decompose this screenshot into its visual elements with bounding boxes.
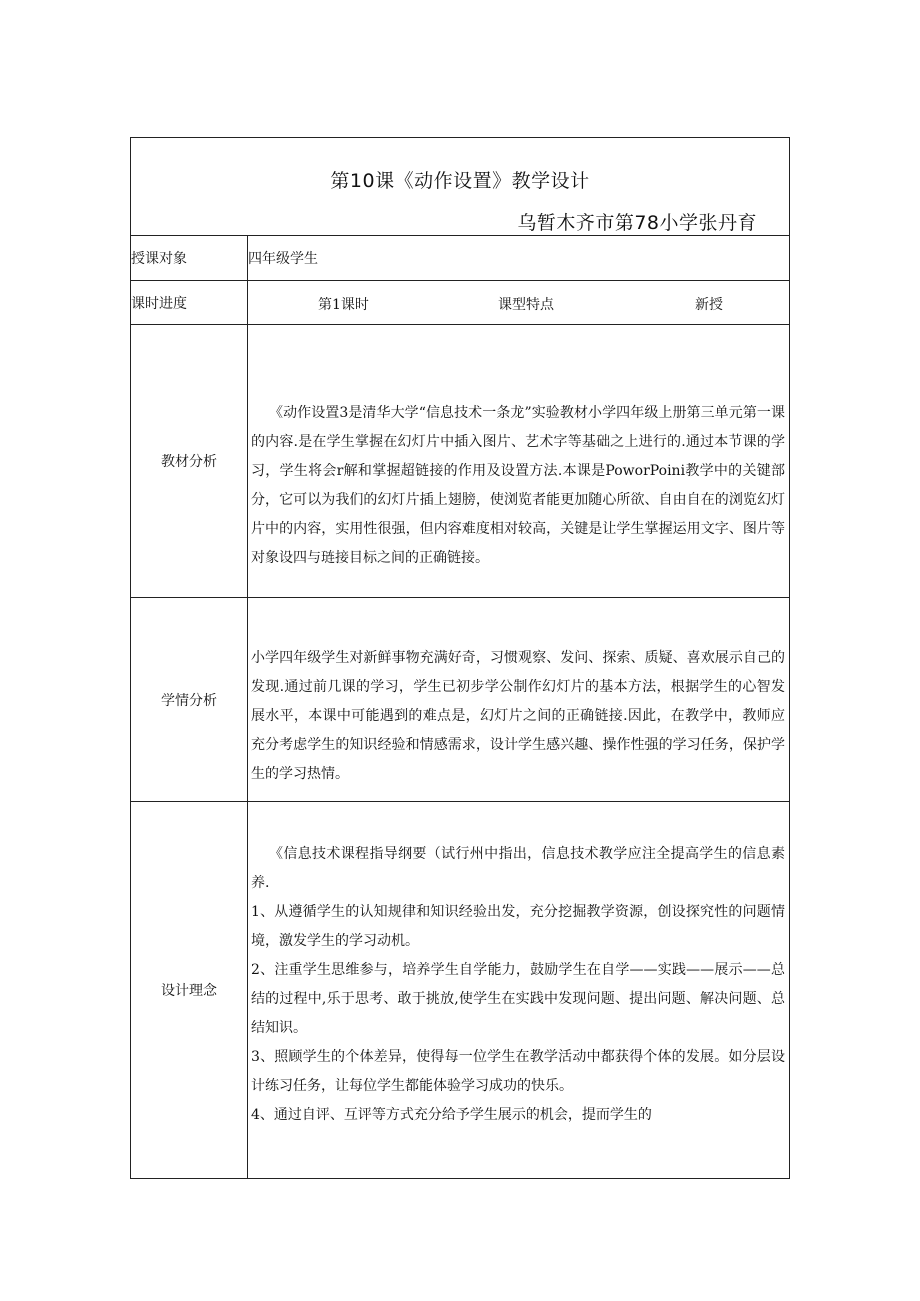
design-point: 3、照顾学生的个体差异，使得每一位学生在教学活动中都获得个体的发展。如分层设计练习任务，让每位学生都能体验学习成功的快乐。	[251, 1049, 785, 1094]
design-concept-intro: 《信息技术课程指导纲要（试行州中指出，信息技术教学应注全提高学生的信息素养.	[251, 846, 785, 891]
lesson-type-value: 新授	[695, 297, 723, 313]
document-author: 乌暂木齐市第78小学张丹育	[517, 212, 757, 234]
design-point: 1、从遵循学生的认知规律和知识经验出发，充分挖掘教学资源，创设探究性的问题情境，激发学生的学习动机。	[251, 904, 785, 949]
material-analysis-row	[131, 325, 790, 598]
document-title: 第10课《动作设置》教学设计	[330, 170, 590, 192]
design-point: 2、注重学生思维参与，培养学生自学能力，鼓励学生在自学——实践——展示——总结的过程中,乐于思考、敢于挑放,使学生在实践中发现问题、提出问题、解决问题、总结知识。	[251, 962, 785, 1036]
student-analysis-row	[131, 598, 790, 802]
material-analysis-label: 教材分析	[131, 325, 248, 598]
progress-label: 课时进度	[131, 281, 248, 325]
material-analysis-text: 《动作设置3是清华大学“信息技术一条龙”实验教材小学四年级上册第三单元第一课的内容.是在学生掌握在幻灯片中插入图片、艺术字等基础之上进行的.通过本节课的学习，学生将会r解和掌握超链接的作用及设置方法.本课是PoworPoini教学中的关键部分，它可以为我们的幻灯片插上翅膀，使浏览者能更加随心所欲、自由自在的浏览幻灯片中的内容，实用性很强，但内容难度相对较高，关键是让学生掌握运用文字、图片等对象设四与琏接目标之间的正确链接。	[251, 405, 785, 566]
audience-label: 授课对象	[131, 236, 248, 281]
design-concept-label: 设计理念	[131, 802, 248, 1179]
lesson-plan-table	[130, 137, 790, 1179]
progress-value: 第1课时	[318, 297, 369, 313]
design-concept-row	[131, 802, 790, 1179]
progress-row	[131, 281, 790, 325]
audience-value: 四年级学生	[248, 236, 790, 281]
audience-row	[131, 236, 790, 281]
lesson-type-label: 课型特点	[498, 297, 554, 313]
progress-content	[248, 281, 789, 324]
title-cell	[131, 138, 790, 236]
student-analysis-text: 小学四年级学生对新鲜事物充满好奇，习惯观察、发问、探索、质疑、喜欢展示自己的发现.通过前几课的学习，学生已初步学公制作幻灯片的基本方法，根据学生的心智发展水平，本课中可能遇到的难点是，幻灯片之间的正确链接.因此，在教学中，教师应充分考虑学生的知识经验和情感需求，设计学生感兴趣、操作性强的学习任务，保护学生的学习热情。	[251, 650, 785, 782]
design-point: 4、通过自评、互评等方式充分给予学生展示的机会，提而学生的	[251, 1107, 652, 1123]
student-analysis-label: 学情分析	[131, 598, 248, 802]
design-concept-body	[248, 802, 789, 1130]
